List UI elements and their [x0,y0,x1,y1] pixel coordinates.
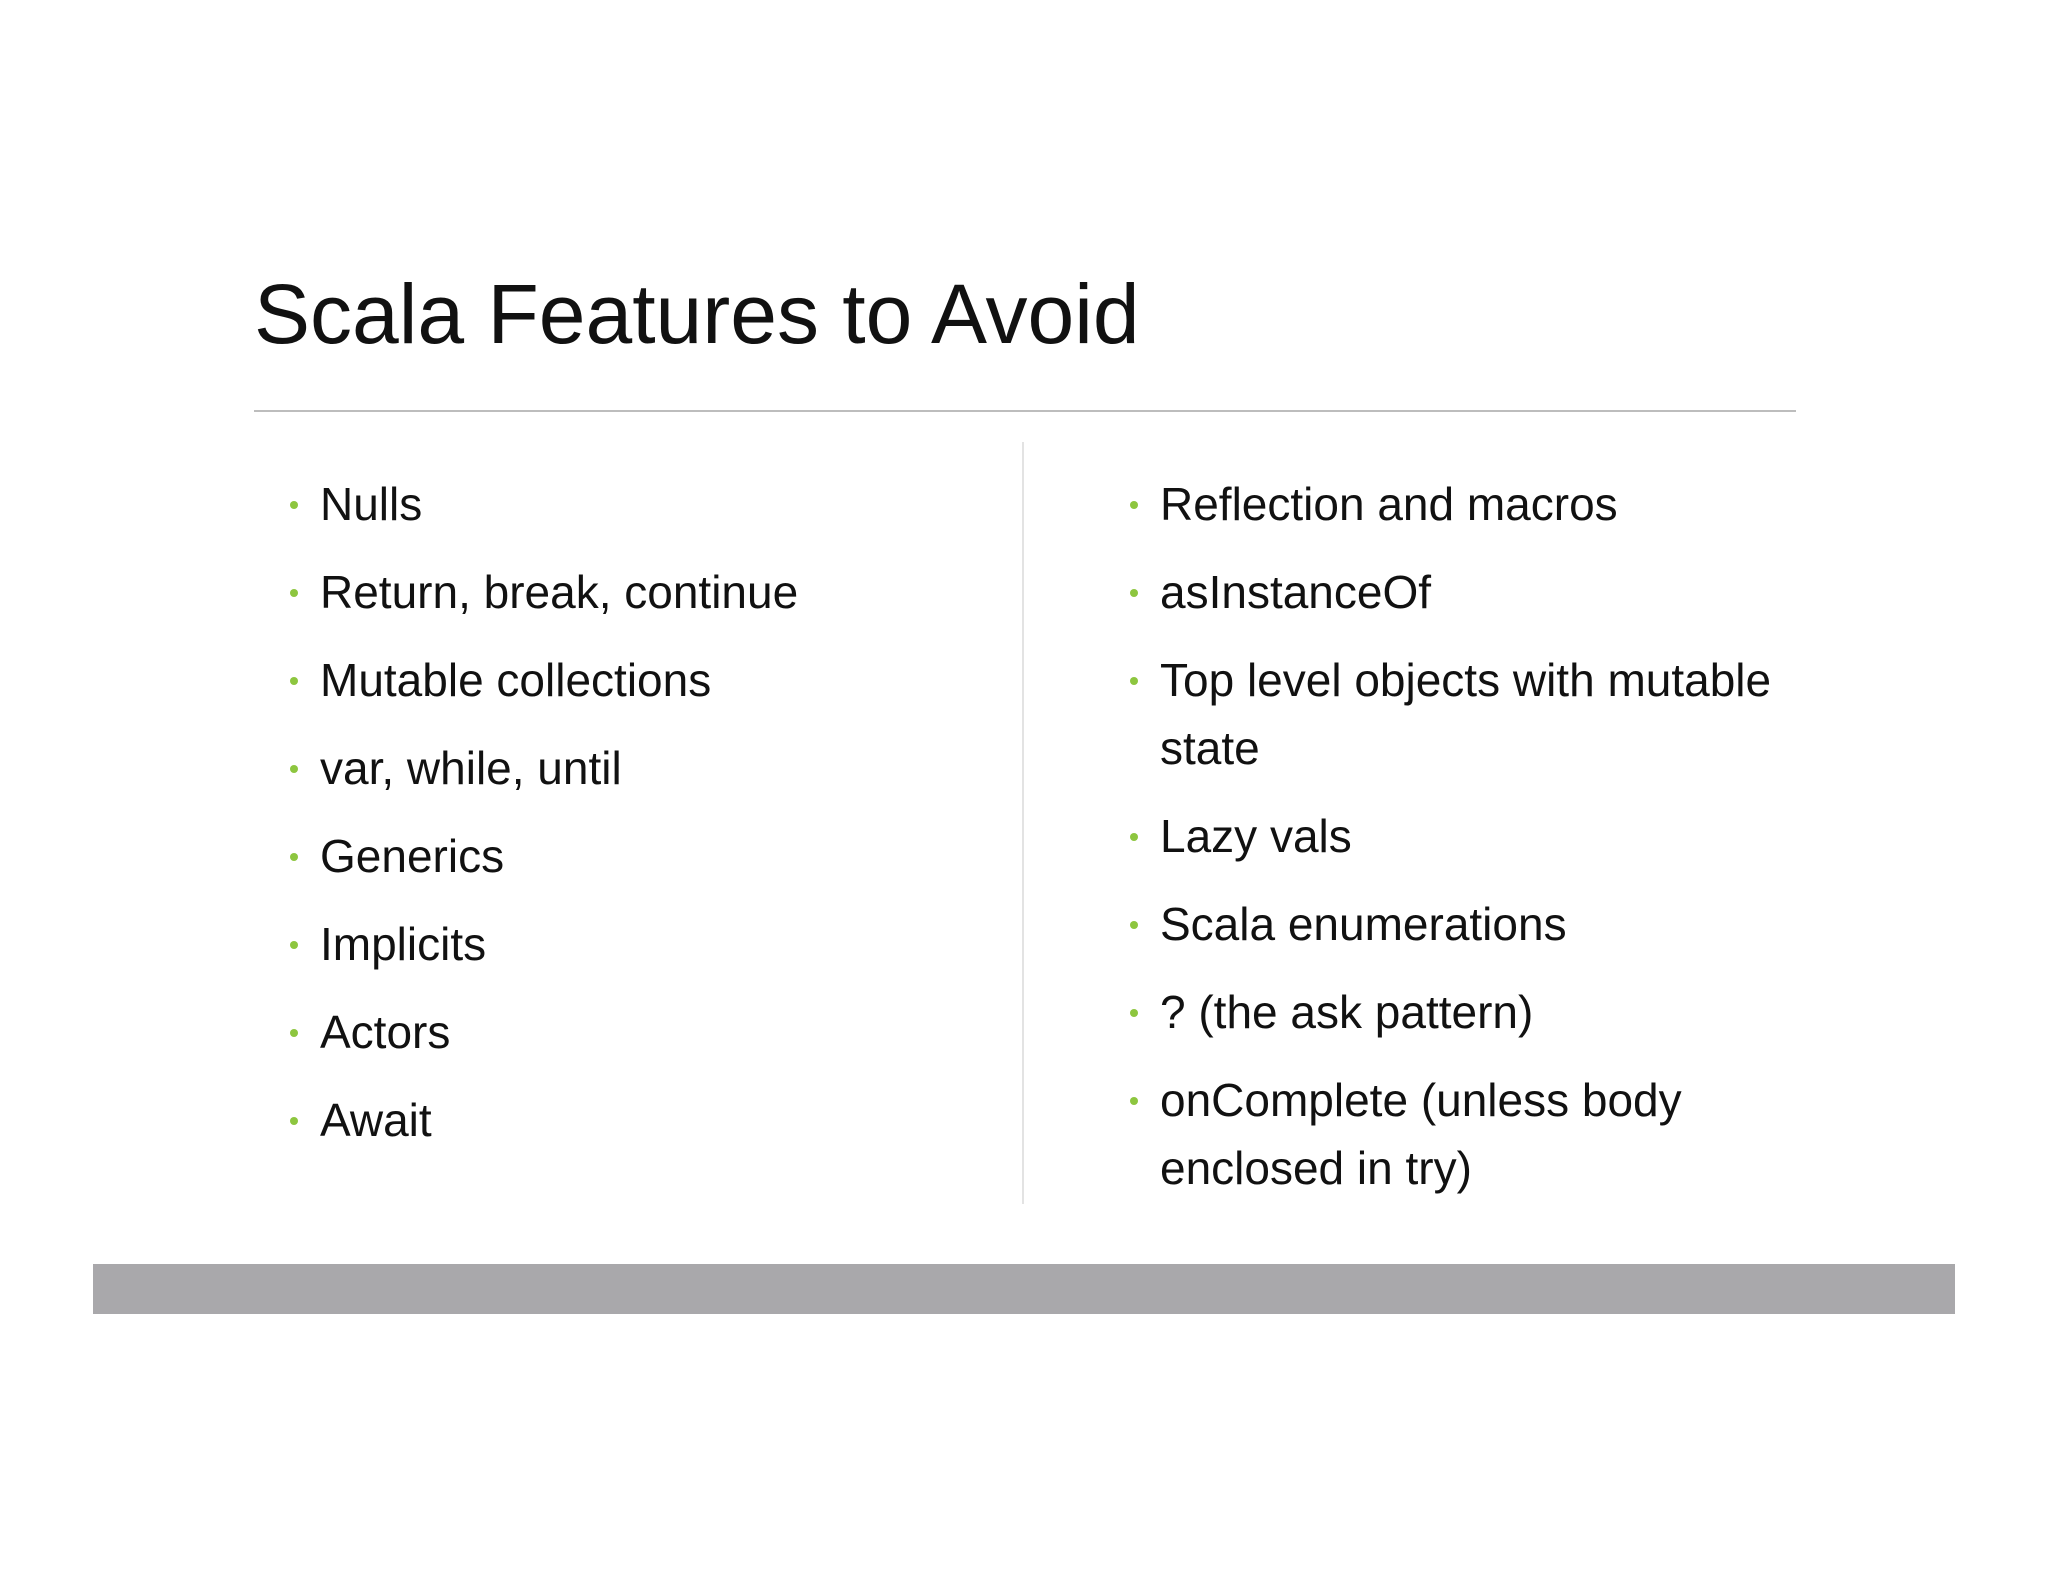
bullet-label: Mutable collections [320,654,712,706]
bullet-dot-icon [290,677,298,685]
bullet-label: asInstanceOf [1160,566,1432,618]
bullet-item-oncomplete [1130,1066,1830,1202]
bullet-label: ? (the ask pattern) [1160,986,1534,1038]
bullet-label: var, while, until [320,742,622,794]
bullet-dot-icon [1130,833,1138,841]
bullet-item-mutable-collections [290,646,980,714]
bullet-label: Actors [320,1006,451,1058]
right-bullet-list [1130,470,1830,1222]
bullet-item-actors [290,998,980,1066]
title-divider [254,410,1796,412]
bullet-dot-icon [290,853,298,861]
bullet-item-generics [290,822,980,890]
bullet-label: Top level objects with mutable state [1160,654,1772,774]
bullet-dot-icon [290,1117,298,1125]
bullet-item-implicits [290,910,980,978]
bullet-item-scala-enumerations [1130,890,1830,958]
bullet-dot-icon [290,501,298,509]
bullet-label: Return, break, continue [320,566,799,618]
bullet-label: Scala enumerations [1160,898,1567,950]
bullet-item-top-level-objects [1130,646,1830,782]
footer-bar [93,1264,1955,1314]
bullet-label: onComplete (unless body enclosed in try) [1160,1074,1682,1194]
bullet-dot-icon [290,941,298,949]
bullet-item-asinstanceof [1130,558,1830,626]
bullet-item-var-while-until [290,734,980,802]
bullet-label: Implicits [320,918,487,970]
slide-title: Scala Features to Avoid [254,267,1140,361]
bullet-dot-icon [1130,1009,1138,1017]
bullet-dot-icon [1130,589,1138,597]
bullet-label: Generics [320,830,505,882]
bullet-item-await [290,1086,980,1154]
bullet-dot-icon [290,1029,298,1037]
bullet-item-return-break-continue [290,558,980,626]
bullet-label: Lazy vals [1160,810,1352,862]
bullet-item-reflection-and-macros [1130,470,1830,538]
bullet-dot-icon [1130,921,1138,929]
bullet-item-ask-pattern [1130,978,1830,1046]
left-bullet-list [290,470,980,1174]
bullet-label: Reflection and macros [1160,478,1618,530]
bullet-dot-icon [1130,501,1138,509]
bullet-dot-icon [1130,1097,1138,1105]
bullet-dot-icon [290,765,298,773]
bullet-dot-icon [290,589,298,597]
bullet-label: Nulls [320,478,423,530]
column-divider [1022,442,1024,1204]
bullet-label: Await [320,1094,432,1146]
bullet-item-nulls [290,470,980,538]
bullet-item-lazy-vals [1130,802,1830,870]
bullet-dot-icon [1130,677,1138,685]
